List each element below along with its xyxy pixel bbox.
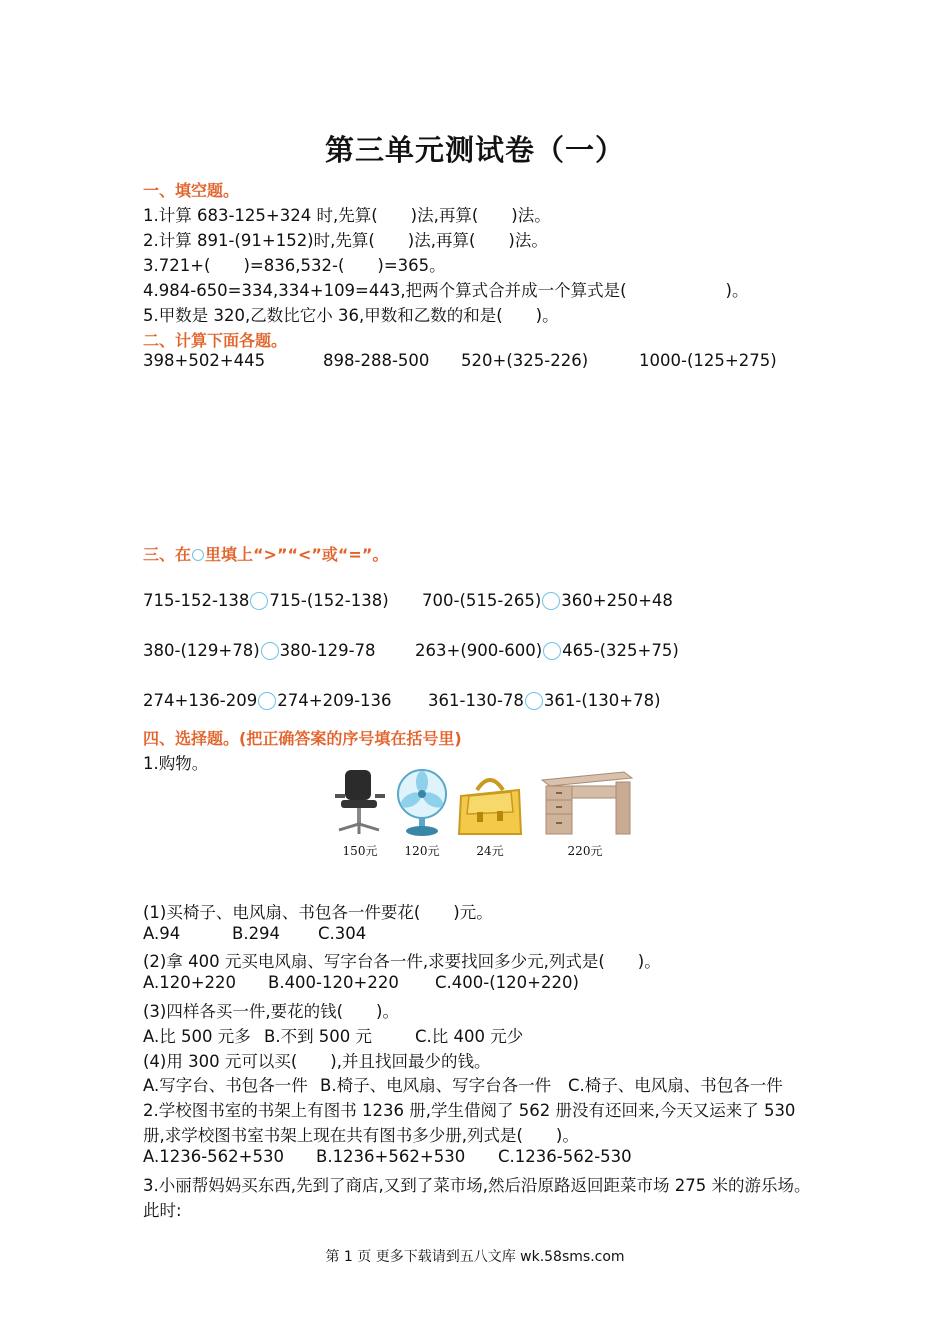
compare-a: 380-(129+78) 380-129-78 bbox=[143, 641, 376, 660]
chair-icon bbox=[331, 768, 389, 838]
option: A.94 bbox=[143, 924, 181, 943]
compare-b: 700-(515-265) 360+250+48 bbox=[422, 591, 673, 610]
fan-icon bbox=[393, 768, 451, 838]
choice-q2-line2: 册,求学校图书室书架上现在共有图书多少册,列式是( )。 bbox=[143, 1126, 579, 1145]
schoolbag-icon bbox=[455, 768, 525, 838]
shopping-items bbox=[330, 768, 635, 868]
page-footer: 第 1 页 更多下载请到五八文库 wk.58sms.com bbox=[325, 1249, 625, 1265]
options-row bbox=[143, 1147, 823, 1169]
option: B.椅子、电风扇、写字台各一件 bbox=[320, 1076, 552, 1095]
option: B.294 bbox=[232, 924, 281, 943]
option: A.写字台、书包各一件 bbox=[143, 1076, 308, 1095]
question-1: 1.计算 683-125+324 时,先算( )法,再算( )法。 bbox=[143, 206, 551, 225]
options-row bbox=[143, 1023, 823, 1045]
question-4: 4.984-650=334,334+109=443,把两个算式合并成一个算式是( )。 bbox=[143, 281, 749, 300]
page-title: 第三单元测试卷（一） bbox=[324, 133, 625, 167]
compare-row bbox=[143, 691, 823, 713]
question-3: 3.721+( )=836,532-( )=365。 bbox=[143, 256, 446, 275]
option: A.比 500 元多 bbox=[143, 1027, 251, 1046]
calc-item: 398+502+445 bbox=[143, 351, 266, 370]
answer-circle[interactable] bbox=[542, 592, 560, 610]
price-label: 120元 bbox=[404, 844, 440, 858]
option: C.椅子、电风扇、书包各一件 bbox=[568, 1076, 783, 1095]
options-row bbox=[143, 973, 823, 995]
chair-item bbox=[330, 768, 390, 859]
circle-icon bbox=[192, 549, 204, 561]
answer-circle[interactable] bbox=[250, 592, 268, 610]
option: B.不到 500 元 bbox=[264, 1027, 373, 1046]
compare-a: 274+136-209 274+209-136 bbox=[143, 691, 392, 710]
section-heading-compare: 三、在 里填上“>”“<”或“=”。 bbox=[143, 545, 389, 564]
price-label: 24元 bbox=[476, 844, 504, 858]
section-heading-fill: 一、填空题。 bbox=[143, 181, 240, 200]
choice-q2-line1: 2.学校图书室的书架上有图书 1236 册,学生借阅了 562 册没有还回来,今天又运来了 530 bbox=[143, 1101, 796, 1120]
answer-circle[interactable] bbox=[258, 692, 276, 710]
desk-icon bbox=[536, 768, 634, 838]
options-row bbox=[143, 924, 823, 946]
option: B.400-120+220 bbox=[268, 973, 399, 992]
option: A.1236-562+530 bbox=[143, 1147, 284, 1166]
schoolbag-item bbox=[454, 768, 526, 859]
calc-item: 898-288-500 bbox=[323, 351, 430, 370]
compare-b: 263+(900-600) 465-(325+75) bbox=[415, 641, 679, 660]
fan-item bbox=[392, 768, 452, 859]
calc-item: 1000-(125+275) bbox=[639, 351, 777, 370]
choice-sub-3: (3)四样各买一件,要花的钱( )。 bbox=[143, 1002, 399, 1021]
question-2: 2.计算 891-(91+152)时,先算( )法,再算( )法。 bbox=[143, 231, 548, 250]
option: C.400-(120+220) bbox=[435, 973, 579, 992]
section-heading-choice: 四、选择题。(把正确答案的序号填在括号里) bbox=[143, 729, 462, 748]
calc-item: 520+(325-226) bbox=[461, 351, 589, 370]
option: C.304 bbox=[318, 924, 367, 943]
choice-sub-1: (1)买椅子、电风扇、书包各一件要花( )元。 bbox=[143, 903, 493, 922]
calc-row bbox=[143, 351, 823, 373]
answer-circle[interactable] bbox=[261, 642, 279, 660]
answer-circle[interactable] bbox=[525, 692, 543, 710]
choice-sub-2: (2)拿 400 元买电风扇、写字台各一件,求要找回多少元,列式是( )。 bbox=[143, 952, 661, 971]
price-label: 150元 bbox=[342, 844, 378, 858]
question-5: 5.甲数是 320,乙数比它小 36,甲数和乙数的和是( )。 bbox=[143, 306, 559, 325]
section-heading-calc: 二、计算下面各题。 bbox=[143, 331, 288, 350]
choice-q3-line2: 此时: bbox=[143, 1201, 182, 1220]
choice-sub-4: (4)用 300 元可以买( ),并且找回最少的钱。 bbox=[143, 1052, 491, 1071]
compare-row bbox=[143, 591, 823, 613]
choice-q3-line1: 3.小丽帮妈妈买东西,先到了商店,又到了菜市场,然后沿原路返回距菜市场 275 米的游乐场。 bbox=[143, 1176, 811, 1195]
option: C.1236-562-530 bbox=[498, 1147, 632, 1166]
choice-q1-title: 1.购物。 bbox=[143, 754, 209, 773]
compare-a: 715-152-138 715-(152-138) bbox=[143, 591, 389, 610]
option: C.比 400 元少 bbox=[415, 1027, 524, 1046]
desk-item bbox=[535, 768, 635, 859]
compare-b: 361-130-78 361-(130+78) bbox=[428, 691, 661, 710]
option: A.120+220 bbox=[143, 973, 237, 992]
price-label: 220元 bbox=[567, 844, 603, 858]
options-row bbox=[143, 1072, 823, 1094]
answer-circle[interactable] bbox=[543, 642, 561, 660]
option: B.1236+562+530 bbox=[316, 1147, 466, 1166]
compare-row bbox=[143, 641, 823, 663]
